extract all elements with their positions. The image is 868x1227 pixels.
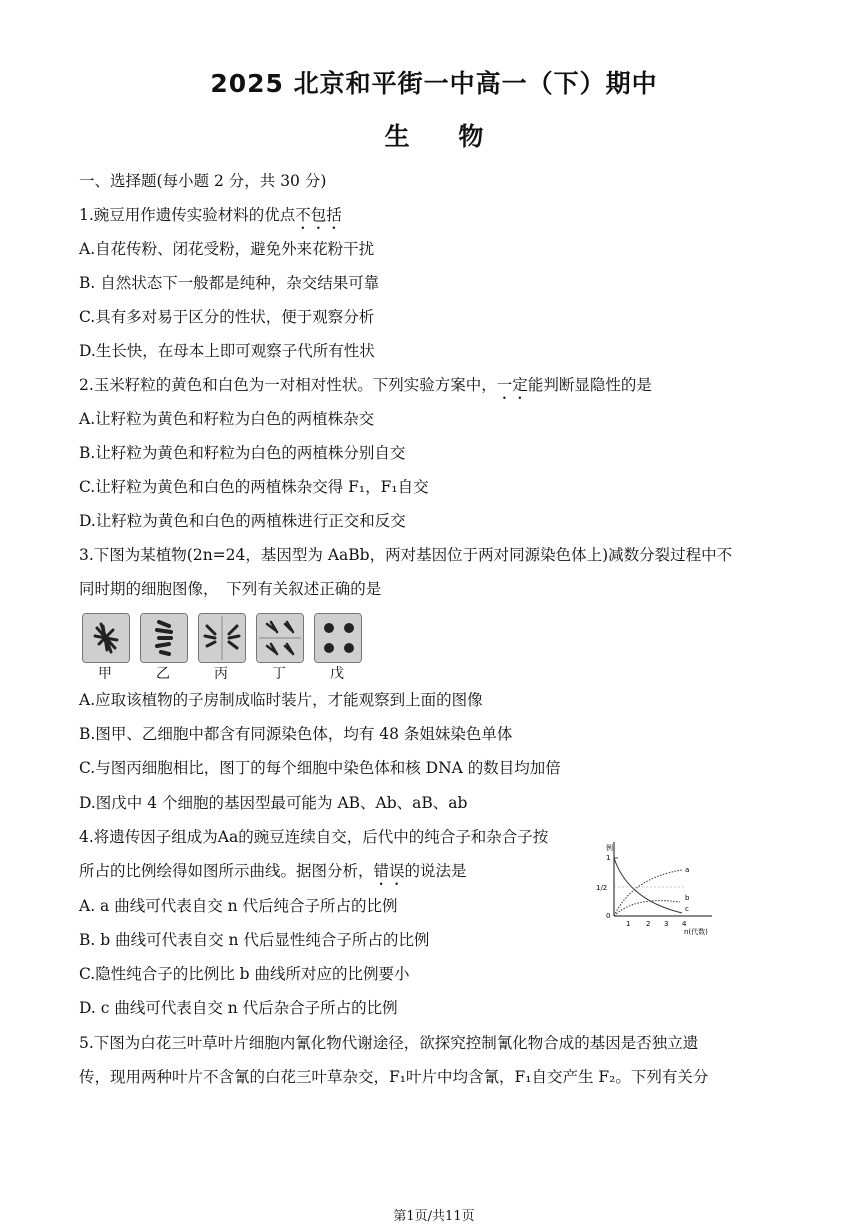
q4-option-d: D. c 曲线可代表自交 n 代后杂合子所占的比例 [79, 999, 398, 1017]
q2-stem-text-end: 能判断显隐性的是 [527, 376, 652, 394]
x-axis-label: n(代数) [684, 928, 708, 936]
q1-option-c: C.具有多对易于区分的性状，便于观察分析 [79, 308, 375, 326]
cell-image-bing [198, 613, 246, 663]
page-footer: 第1页/共11页 [393, 1209, 475, 1224]
y-tick-0: 0 [606, 912, 611, 920]
q2-stem-text: 2.玉米籽粒的黄色和白色为一对相对性状。下列实验方案中， [79, 376, 497, 394]
cell-label-yi: 乙 [156, 666, 170, 682]
q2-option-a: A.让籽粒为黄色和籽粒为白色的两植株杂交 [79, 410, 375, 428]
cell-label-jia: 甲 [98, 666, 112, 682]
genotype-ratio-graph [592, 838, 732, 938]
q3-option-c: C.与图丙细胞相比，图丁的每个细胞中染色体和核 DNA 的数目均加倍 [79, 759, 561, 777]
q1-option-a: A.自花传粉、闭花受粉，避免外来花粉干扰 [79, 240, 375, 258]
q3-option-b: B.图甲、乙细胞中都含有同源染色体，均有 48 条姐妹染色单体 [79, 725, 513, 743]
q2-option-c: C.让籽粒为黄色和白色的两植株杂交得 F₁，F₁自交 [79, 478, 429, 496]
curve-c [614, 858, 682, 913]
cell-image-jia [82, 613, 130, 663]
question-3-stem-line1: 3.下图为某植物(2n=24，基因型为 AaBb，两对基因位于两对同源染色体上)减数分裂过程中不 [79, 546, 733, 564]
question-5-stem-line1: 5.下图为白花三叶草叶片细胞内氰化物代谢途径，欲探究控制氰化物合成的基因是否独立遗 [79, 1034, 699, 1052]
y-tick-1: 1 [606, 854, 611, 862]
curve-label-c: c [685, 905, 689, 913]
section-heading: 一、选择题(每小题 2 分，共 30 分) [79, 172, 327, 190]
q4-option-b: B. b 曲线可代表自交 n 代后显性纯合子所占的比例 [79, 931, 430, 949]
question-2-stem [79, 375, 652, 403]
subject-title: 生 物 [384, 122, 484, 151]
question-4-stem-line1: 4.将遗传因子组成为Aa的豌豆连续自交，后代中的纯合子和杂合子按 [79, 828, 549, 846]
q1-option-d: D.生长快，在母本上即可观察子代所有性状 [79, 342, 375, 360]
cell-label-wu: 戊 [330, 666, 344, 682]
curve-a [614, 870, 682, 916]
q2-option-b: B.让籽粒为黄色和籽粒为白色的两植株分别自交 [79, 444, 406, 462]
q2-option-d: D.让籽粒为黄色和白色的两植株进行正交和反交 [79, 512, 406, 530]
q1-stem-text: 1.豌豆用作遗传实验材料的优点 [79, 206, 296, 224]
q4-option-a: A. a 曲线可代表自交 n 代后纯合子所占的比例 [79, 897, 398, 915]
cell-image-yi [140, 613, 188, 663]
curve-b [614, 901, 680, 916]
q1-option-b: B. 自然状态下一般都是纯种，杂交结果可靠 [79, 274, 380, 292]
x-tick-2: 2 [646, 920, 651, 928]
q2-stem-emphasis: 一定 [496, 376, 528, 394]
q4-stem-text: 所占的比例绘得如图所示曲线。据图分析， [79, 862, 374, 880]
x-tick-3: 3 [664, 920, 669, 928]
x-tick-4: 4 [682, 920, 687, 928]
curve-label-b: b [685, 894, 690, 902]
q3-option-a: A.应取该植物的子房制成临时装片，才能观察到上面的图像 [79, 691, 483, 709]
cell-label-bing: 丙 [214, 666, 228, 682]
y-axis-label: 例 [606, 844, 613, 852]
cell-image-wu [314, 613, 362, 663]
q3-option-d: D.图戊中 4 个细胞的基因型最可能为 AB、Ab、aB、ab [79, 794, 468, 812]
cell-image-ding [256, 613, 304, 663]
cell-label-ding: 丁 [272, 666, 286, 682]
q1-stem-emphasis: 不包括 [295, 206, 342, 224]
question-3-stem-line2: 同时期的细胞图像， 下列有关叙述正确的是 [79, 580, 382, 598]
page-title: 2025 北京和平街一中高一（下）期中 [210, 69, 658, 98]
curve-label-a: a [685, 866, 690, 874]
q4-stem-text-end: 的说法是 [404, 862, 467, 880]
question-1-stem [79, 205, 342, 233]
question-4-stem-line2 [79, 861, 467, 889]
question-5-stem-line2: 传，现用两种叶片不含氰的白花三叶草杂交，F₁叶片中均含氰，F₁自交产生 F₂。下列有关分 [79, 1068, 709, 1086]
q4-option-c: C.隐性纯合子的比例比 b 曲线所对应的比例要小 [79, 965, 410, 983]
y-tick-half: 1/2 [596, 884, 608, 892]
q4-stem-emphasis: 错误 [373, 862, 405, 880]
x-tick-1: 1 [626, 920, 631, 928]
